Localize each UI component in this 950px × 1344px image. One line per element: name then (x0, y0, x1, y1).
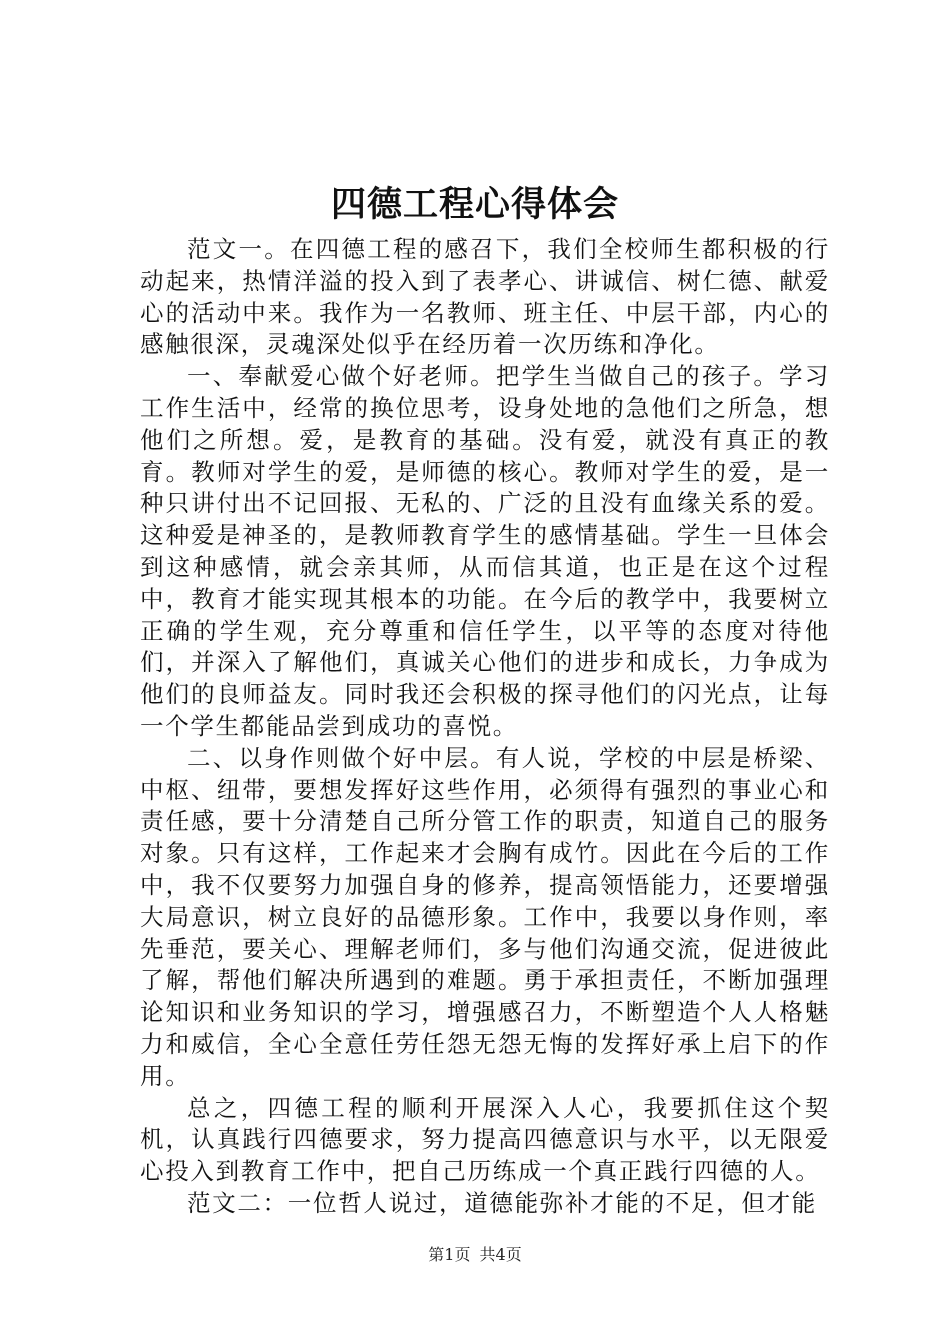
paragraph-conclusion: 总之，四德工程的顺利开展深入人心，我要抓住这个契机，认真践行四德要求，努力提高四德意识与水平，以无限爱心投入到教育工作中，把自己历练成一个真正践行四德的人。 (140, 1093, 830, 1186)
page-footer (0, 1244, 950, 1266)
paragraph-sample-two: 范文二：一位哲人说过，道德能弥补才能的不足，但才能 (187, 1188, 817, 1217)
document-title: 四德工程心得体会 (330, 184, 619, 225)
page-total: 共4页 (479, 1245, 522, 1264)
paragraph-section-two: 二、以身作则做个好中层。有人说，学校的中层是桥梁、中枢、纽带，要想发挥好这些作用，必须得有强烈的事业心和责任感，要十分清楚自己所分管工作的职责，知道自己的服务对象。只有这样，工作起来才会胸有成竹。因此在今后的工作中，我不仅要努力加强自身的修养，提高领悟能力，还要增强大局意识，树立良好的品德形象。工作中，我要以身作则，率先垂范，要关心、理解老师们，多与他们沟通交流，促进彼此了解，帮他们解决所遇到的难题。勇于承担责任，不断加强理论知识和业务知识的学习，增强感召力，不断塑造个人人格魅力和威信，全心全意任劳任怨无怨无悔的发挥好承上启下的作用。 (140, 743, 830, 1090)
document-body (140, 234, 830, 1220)
page-number: 第1页 (428, 1245, 471, 1264)
paragraph-section-one: 一、奉献爱心做个好老师。把学生当做自己的孩子。学习工作生活中，经常的换位思考，设身处地的急他们之所急，想他们之所想。爱，是教育的基础。没有爱，就没有真正的教育。教师对学生的爱，是师德的核心。教师对学生的爱，是一种只讲付出不记回报、无私的、广泛的且没有血缘关系的爱。这种爱是神圣的，是教师教育学生的感情基础。学生一旦体会到这种感情，就会亲其师，从而信其道，也正是在这个过程中，教育才能实现其根本的功能。在今后的教学中，我要树立正确的学生观，充分尊重和信任学生，以平等的态度对待他们，并深入了解他们，真诚关心他们的进步和成长，力争成为他们的良师益友。同时我还会积极的探寻他们的闪光点，让每一个学生都能品尝到成功的喜悦。 (140, 362, 830, 740)
paragraph-intro: 范文一。在四德工程的感召下，我们全校师生都积极的行动起来，热情洋溢的投入到了表孝心、讲诚信、树仁德、献爱心的活动中来。我作为一名教师、班主任、中层干部，内心的感触很深，灵魂深处似乎在经历着一次历练和净化。 (140, 235, 830, 359)
